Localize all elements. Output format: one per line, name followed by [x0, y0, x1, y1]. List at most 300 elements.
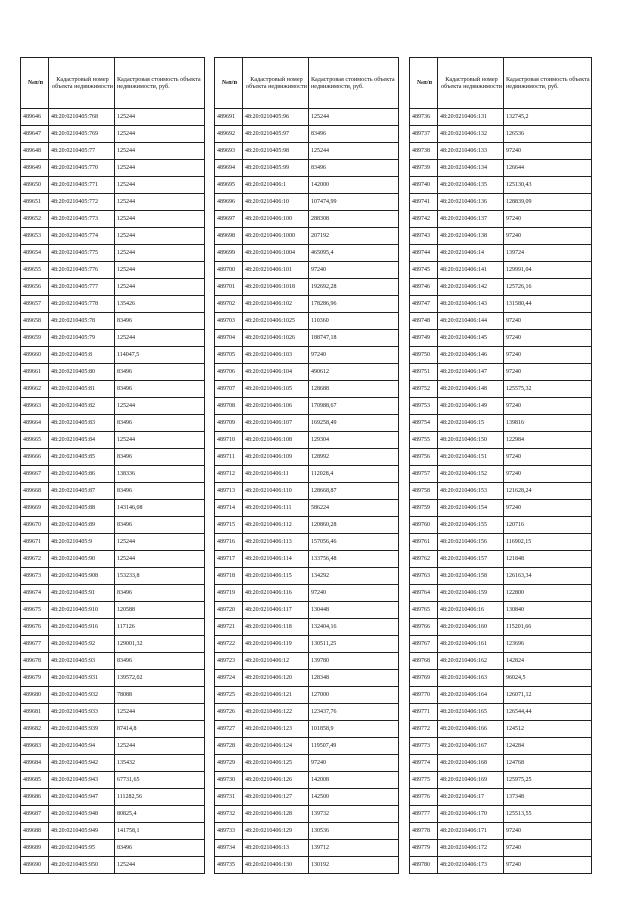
cadastral-number: 48:20:0210406:130: [243, 857, 309, 874]
row-number: 489666: [21, 449, 49, 466]
table-row: [410, 143, 592, 160]
row-number: 489758: [410, 483, 438, 500]
cadastral-number: 48:20:0210406:113: [243, 534, 309, 551]
table-row: [21, 636, 205, 653]
table-row: [215, 415, 399, 432]
table-row: [410, 789, 592, 806]
cadastral-cost: 125244: [115, 432, 205, 449]
cadastral-cost: 124768: [504, 755, 592, 772]
row-number: 489780: [410, 857, 438, 874]
cadastral-number: 48:20:0210406:104: [243, 364, 309, 381]
cadastral-number: 48:20:0210406:172: [438, 840, 504, 857]
table-row: [215, 721, 399, 738]
table-row: [215, 500, 399, 517]
cadastral-cost: 97240: [504, 398, 592, 415]
table-row: [215, 619, 399, 636]
cadastral-number: 48:20:0210405:770: [49, 160, 115, 177]
cadastral-cost: 97240: [504, 313, 592, 330]
cadastral-cost: 125244: [115, 177, 205, 194]
row-number: 489727: [215, 721, 243, 738]
cadastral-cost: 133756,48: [309, 551, 399, 568]
cadastral-cost: 192692,28: [309, 279, 399, 296]
cadastral-number: 48:20:0210406:144: [438, 313, 504, 330]
row-number: 489708: [215, 398, 243, 415]
cadastral-number: 48:20:0210405:942: [49, 755, 115, 772]
cadastral-number: 48:20:0210405:92: [49, 636, 115, 653]
row-number: 489662: [21, 381, 49, 398]
cadastral-cost: 128688: [309, 381, 399, 398]
cadastral-number: 48:20:0210406:157: [438, 551, 504, 568]
cadastral-cost: 188747,18: [309, 330, 399, 347]
table-row: [21, 177, 205, 194]
cadastral-cost: 288308: [309, 211, 399, 228]
table-row: [410, 721, 592, 738]
cadastral-number: 48:20:0210405:950: [49, 857, 115, 874]
header-number: №п/п: [410, 58, 438, 109]
cadastral-cost: 142000: [309, 177, 399, 194]
row-number: 489683: [21, 738, 49, 755]
cadastral-cost: 129304: [309, 432, 399, 449]
row-number: 489713: [215, 483, 243, 500]
row-number: 489660: [21, 347, 49, 364]
row-number: 489672: [21, 551, 49, 568]
table-row: [410, 109, 592, 126]
table-row: [215, 704, 399, 721]
cadastral-cost: 178286,96: [309, 296, 399, 313]
row-number: 489774: [410, 755, 438, 772]
table-row: [410, 194, 592, 211]
table-row: [215, 296, 399, 313]
cadastral-number: 48:20:0210405:943: [49, 772, 115, 789]
row-number: 489714: [215, 500, 243, 517]
row-number: 489705: [215, 347, 243, 364]
table-row: [215, 789, 399, 806]
table-row: [21, 126, 205, 143]
cadastral-number: 48:20:0210406:132: [438, 126, 504, 143]
table-row: [21, 772, 205, 789]
cadastral-number: 48:20:0210406:1: [243, 177, 309, 194]
cadastral-cost: 117126: [115, 619, 205, 636]
cadastral-number: 48:20:0210406:154: [438, 500, 504, 517]
header-number: №п/п: [215, 58, 243, 109]
table-row: [21, 160, 205, 177]
cadastral-number: 48:20:0210406:15: [438, 415, 504, 432]
cadastral-number: 48:20:0210406:121: [243, 687, 309, 704]
cadastral-number: 48:20:0210405:947: [49, 789, 115, 806]
row-number: 489675: [21, 602, 49, 619]
cadastral-cost: 97240: [504, 500, 592, 517]
cadastral-cost: 97240: [309, 585, 399, 602]
cadastral-cost: 116902,15: [504, 534, 592, 551]
row-number: 489750: [410, 347, 438, 364]
table-row: [410, 177, 592, 194]
cadastral-cost: 83496: [115, 840, 205, 857]
cadastral-cost: 83496: [115, 653, 205, 670]
table-row: [410, 704, 592, 721]
cadastral-number: 48:20:0210406:124: [243, 738, 309, 755]
header-cadastral-number: Кадастровый номер объекта недвижимости: [438, 58, 504, 109]
table-row: [215, 823, 399, 840]
cadastral-number: 48:20:0210406:1000: [243, 228, 309, 245]
cadastral-number: 48:20:0210406:16: [438, 602, 504, 619]
row-number: 489712: [215, 466, 243, 483]
cadastral-number: 48:20:0210405:91: [49, 585, 115, 602]
cadastral-number: 48:20:0210406:115: [243, 568, 309, 585]
table-row: [410, 160, 592, 177]
cadastral-number: 48:20:0210406:158: [438, 568, 504, 585]
cadastral-number: 48:20:0210406:109: [243, 449, 309, 466]
header-cadastral-cost: Кадастровая стоимость объекта недвижимости, руб.: [504, 58, 592, 109]
cadastral-cost: 141758,1: [115, 823, 205, 840]
cadastral-cost: 142824: [504, 653, 592, 670]
cadastral-number: 48:20:0210405:774: [49, 228, 115, 245]
cadastral-number: 48:20:0210406:146: [438, 347, 504, 364]
cadastral-number: 48:20:0210406:100: [243, 211, 309, 228]
cadastral-number: 48:20:0210406:142: [438, 279, 504, 296]
row-number: 489706: [215, 364, 243, 381]
cadastral-number: 48:20:0210406:168: [438, 755, 504, 772]
cadastral-number: 48:20:0210406:101: [243, 262, 309, 279]
table-row: [21, 262, 205, 279]
cadastral-cost: 121628,24: [504, 483, 592, 500]
table-row: [215, 857, 399, 874]
row-number: 489729: [215, 755, 243, 772]
cadastral-cost: 97240: [504, 211, 592, 228]
table-row: [215, 534, 399, 551]
cadastral-number: 48:20:0210405:79: [49, 330, 115, 347]
table-row: [410, 806, 592, 823]
row-number: 489709: [215, 415, 243, 432]
row-number: 489720: [215, 602, 243, 619]
cadastral-cost: 125244: [115, 534, 205, 551]
table-row: [21, 687, 205, 704]
row-number: 489718: [215, 568, 243, 585]
header-cadastral-number: Кадастровый номер объекта недвижимости: [49, 58, 115, 109]
cadastral-cost: 83496: [115, 364, 205, 381]
table-row: [21, 670, 205, 687]
cadastral-cost: 96024,5: [504, 670, 592, 687]
cadastral-cost: 132404,16: [309, 619, 399, 636]
table-row: [410, 772, 592, 789]
cadastral-cost: 125244: [115, 857, 205, 874]
cadastral-cost: 67731,65: [115, 772, 205, 789]
cadastral-cost: 97240: [309, 262, 399, 279]
table-row: [21, 211, 205, 228]
row-number: 489680: [21, 687, 49, 704]
row-number: 489692: [215, 126, 243, 143]
row-number: 489665: [21, 432, 49, 449]
cadastral-cost: 107474,99: [309, 194, 399, 211]
cadastral-number: 48:20:0210406:10: [243, 194, 309, 211]
cadastral-number: 48:20:0210406:171: [438, 823, 504, 840]
cadastral-cost: 124284: [504, 738, 592, 755]
row-number: 489765: [410, 602, 438, 619]
cadastral-number: 48:20:0210405:773: [49, 211, 115, 228]
row-number: 489653: [21, 228, 49, 245]
row-number: 489681: [21, 704, 49, 721]
row-number: 489742: [410, 211, 438, 228]
table-row: [410, 296, 592, 313]
table-row: [410, 551, 592, 568]
table-row: [215, 194, 399, 211]
cadastral-number: 48:20:0210406:14: [438, 245, 504, 262]
table-row: [410, 687, 592, 704]
table-row: [215, 262, 399, 279]
cadastral-number: 48:20:0210406:112: [243, 517, 309, 534]
row-number: 489663: [21, 398, 49, 415]
cadastral-number: 48:20:0210405:948: [49, 806, 115, 823]
row-number: 489763: [410, 568, 438, 585]
cadastral-number: 48:20:0210405:916: [49, 619, 115, 636]
row-number: 489725: [215, 687, 243, 704]
cadastral-cost: 586224: [309, 500, 399, 517]
cadastral-cost: 169258,49: [309, 415, 399, 432]
cadastral-cost: 97240: [504, 823, 592, 840]
table-row: [21, 483, 205, 500]
row-number: 489740: [410, 177, 438, 194]
cadastral-cost: 139780: [309, 653, 399, 670]
row-number: 489710: [215, 432, 243, 449]
table-row: [21, 653, 205, 670]
row-number: 489648: [21, 143, 49, 160]
row-number: 489711: [215, 449, 243, 466]
cadastral-number: 48:20:0210406:1025: [243, 313, 309, 330]
cadastral-number: 48:20:0210406:173: [438, 857, 504, 874]
row-number: 489686: [21, 789, 49, 806]
cadastral-cost: 126163,34: [504, 568, 592, 585]
table-row: [410, 738, 592, 755]
row-number: 489647: [21, 126, 49, 143]
table-row: [215, 670, 399, 687]
row-number: 489771: [410, 704, 438, 721]
cadastral-number: 48:20:0210405:99: [243, 160, 309, 177]
row-number: 489701: [215, 279, 243, 296]
row-number: 489646: [21, 109, 49, 126]
cadastral-cost: 125244: [115, 194, 205, 211]
cadastral-cost: 130536: [309, 823, 399, 840]
row-number: 489684: [21, 755, 49, 772]
table-row: [410, 313, 592, 330]
cadastral-number: 48:20:0210406:166: [438, 721, 504, 738]
header-number: №п/п: [21, 58, 49, 109]
cadastral-number: 48:20:0210406:17: [438, 789, 504, 806]
cadastral-cost: 83496: [115, 585, 205, 602]
row-number: 489685: [21, 772, 49, 789]
cadastral-cost: 83496: [115, 313, 205, 330]
cadastral-number: 48:20:0210405:82: [49, 398, 115, 415]
table-row: [410, 840, 592, 857]
table-row: [21, 330, 205, 347]
cadastral-number: 48:20:0210406:116: [243, 585, 309, 602]
table-row: [21, 619, 205, 636]
cadastral-number: 48:20:0210405:939: [49, 721, 115, 738]
cadastral-number: 48:20:0210406:148: [438, 381, 504, 398]
table-row: [410, 653, 592, 670]
row-number: 489696: [215, 194, 243, 211]
row-number: 489688: [21, 823, 49, 840]
cadastral-cost: 126544,44: [504, 704, 592, 721]
row-number: 489668: [21, 483, 49, 500]
row-number: 489715: [215, 517, 243, 534]
row-number: 489775: [410, 772, 438, 789]
row-number: 489767: [410, 636, 438, 653]
row-number: 489676: [21, 619, 49, 636]
row-number: 489671: [21, 534, 49, 551]
cadastral-number: 48:20:0210405:769: [49, 126, 115, 143]
cadastral-cost: 128839,09: [504, 194, 592, 211]
row-number: 489760: [410, 517, 438, 534]
cadastral-cost: 120716: [504, 517, 592, 534]
cadastral-number: 48:20:0210406:160: [438, 619, 504, 636]
table-row: [410, 347, 592, 364]
table-row: [21, 585, 205, 602]
cadastral-cost: 465095,4: [309, 245, 399, 262]
registry-table-2: [214, 57, 399, 874]
cadastral-cost: 125244: [115, 160, 205, 177]
cadastral-cost: 78088: [115, 687, 205, 704]
cadastral-number: 48:20:0210406:152: [438, 466, 504, 483]
table-row: [21, 721, 205, 738]
row-number: 489738: [410, 143, 438, 160]
row-number: 489764: [410, 585, 438, 602]
table-row: [21, 806, 205, 823]
row-number: 489728: [215, 738, 243, 755]
cadastral-number: 48:20:0210406:159: [438, 585, 504, 602]
cadastral-cost: 125244: [115, 143, 205, 160]
cadastral-number: 48:20:0210406:170: [438, 806, 504, 823]
cadastral-cost: 128348: [309, 670, 399, 687]
cadastral-cost: 139724: [504, 245, 592, 262]
row-number: 489669: [21, 500, 49, 517]
table-row: [215, 160, 399, 177]
cadastral-number: 48:20:0210405:78: [49, 313, 115, 330]
row-number: 489769: [410, 670, 438, 687]
table-row: [21, 347, 205, 364]
cadastral-cost: 125244: [115, 126, 205, 143]
table-row: [215, 806, 399, 823]
table-row: [410, 636, 592, 653]
table-row: [21, 398, 205, 415]
cadastral-cost: 80825,4: [115, 806, 205, 823]
cadastral-number: 48:20:0210406:137: [438, 211, 504, 228]
cadastral-number: 48:20:0210405:88: [49, 500, 115, 517]
cadastral-number: 48:20:0210406:122: [243, 704, 309, 721]
row-number: 489667: [21, 466, 49, 483]
row-number: 489649: [21, 160, 49, 177]
table-row: [410, 262, 592, 279]
cadastral-cost: 83496: [115, 449, 205, 466]
table-row: [410, 398, 592, 415]
cadastral-cost: 170988,67: [309, 398, 399, 415]
cadastral-number: 48:20:0210405:95: [49, 840, 115, 857]
cadastral-number: 48:20:0210406:13: [243, 840, 309, 857]
cadastral-cost: 130511,25: [309, 636, 399, 653]
cadastral-number: 48:20:0210405:86: [49, 466, 115, 483]
table-row: [21, 364, 205, 381]
cadastral-number: 48:20:0210405:96: [243, 109, 309, 126]
row-number: 489719: [215, 585, 243, 602]
table-row: [21, 228, 205, 245]
row-number: 489723: [215, 653, 243, 670]
cadastral-number: 48:20:0210406:131: [438, 109, 504, 126]
cadastral-cost: 97240: [504, 228, 592, 245]
row-number: 489670: [21, 517, 49, 534]
cadastral-number: 48:20:0210406:165: [438, 704, 504, 721]
table-row: [21, 823, 205, 840]
cadastral-cost: 97240: [504, 143, 592, 160]
table-row: [215, 449, 399, 466]
row-number: 489691: [215, 109, 243, 126]
cadastral-number: 48:20:0210405:9: [49, 534, 115, 551]
cadastral-cost: 125244: [115, 551, 205, 568]
table-row: [21, 840, 205, 857]
table-row: [215, 432, 399, 449]
row-number: 489651: [21, 194, 49, 211]
cadastral-number: 48:20:0210405:910: [49, 602, 115, 619]
row-number: 489755: [410, 432, 438, 449]
cadastral-number: 48:20:0210406:111: [243, 500, 309, 517]
cadastral-cost: 125975,25: [504, 772, 592, 789]
row-number: 489704: [215, 330, 243, 347]
table-row: [21, 449, 205, 466]
table-row: [410, 670, 592, 687]
table-row: [410, 381, 592, 398]
table-row: [215, 177, 399, 194]
cadastral-cost: 131580,44: [504, 296, 592, 313]
table-row: [410, 364, 592, 381]
cadastral-number: 48:20:0210406:1004: [243, 245, 309, 262]
table-row: [215, 228, 399, 245]
cadastral-number: 48:20:0210405:77: [49, 143, 115, 160]
table-row: [21, 296, 205, 313]
registry-table-3: [409, 57, 592, 874]
cadastral-cost: 134292: [309, 568, 399, 585]
cadastral-cost: 110360: [309, 313, 399, 330]
cadastral-cost: 87414,8: [115, 721, 205, 738]
cadastral-number: 48:20:0210405:87: [49, 483, 115, 500]
cadastral-cost: 128992: [309, 449, 399, 466]
cadastral-cost: 119507,49: [309, 738, 399, 755]
table-row: [215, 585, 399, 602]
cadastral-cost: 123437,76: [309, 704, 399, 721]
header-cadastral-number: Кадастровый номер объекта недвижимости: [243, 58, 309, 109]
cadastral-cost: 130448: [309, 602, 399, 619]
table-row: [215, 381, 399, 398]
table-row: [21, 381, 205, 398]
table-row: [21, 109, 205, 126]
table-row: [21, 245, 205, 262]
cadastral-number: 48:20:0210406:162: [438, 653, 504, 670]
cadastral-number: 48:20:0210406:1018: [243, 279, 309, 296]
row-number: 489726: [215, 704, 243, 721]
cadastral-number: 48:20:0210406:141: [438, 262, 504, 279]
cadastral-number: 48:20:0210405:94: [49, 738, 115, 755]
cadastral-cost: 139732: [309, 806, 399, 823]
row-number: 489762: [410, 551, 438, 568]
cadastral-cost: 83496: [115, 415, 205, 432]
cadastral-cost: 114047,5: [115, 347, 205, 364]
row-number: 489702: [215, 296, 243, 313]
row-number: 489697: [215, 211, 243, 228]
row-number: 489698: [215, 228, 243, 245]
registry-table-1: [20, 57, 205, 874]
table-row: [410, 466, 592, 483]
cadastral-number: 48:20:0210405:949: [49, 823, 115, 840]
cadastral-number: 48:20:0210406:1026: [243, 330, 309, 347]
cadastral-cost: 125244: [115, 279, 205, 296]
table-row: [410, 449, 592, 466]
cadastral-number: 48:20:0210405:771: [49, 177, 115, 194]
